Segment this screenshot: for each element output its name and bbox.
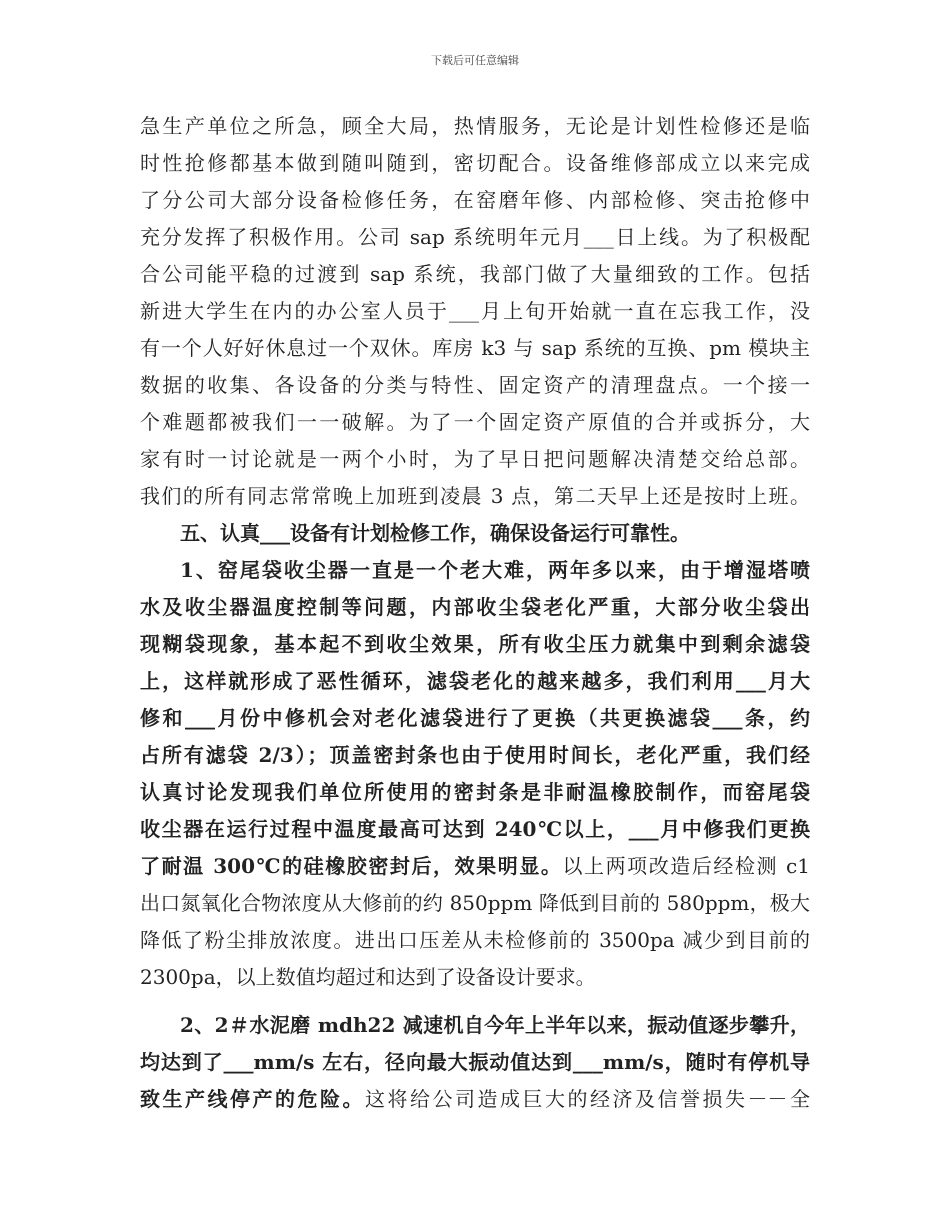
text-line: 家有时一讨论就是一两个小时，为了早日把问题解决清楚交给总部。 bbox=[140, 447, 810, 471]
paragraph-1 bbox=[140, 108, 810, 515]
text-span-bold: 了耐温 300℃的硅橡胶密封后，效果明显。 bbox=[140, 854, 563, 878]
text-line: 占所有滤袋 2/3）；顶盖密封条也由于使用时间长，老化严重，我们经 bbox=[140, 743, 810, 767]
text-line: 出口氮氧化合物浓度从大修前的约 850ppm 降低到目前的 580ppm，极大 bbox=[140, 891, 810, 915]
text-line: 了分公司大部分设备检修任务，在窑磨年修、内部检修、突击抢修中 bbox=[140, 188, 810, 212]
text-line: 新进大学生在内的办公室人员于___月上旬开始就一直在忘我工作，没 bbox=[140, 299, 810, 323]
text-span-normal: 这将给公司造成巨大的经济及信誉损失－－全 bbox=[365, 1087, 810, 1111]
text-line: 充分发挥了积极作用。公司 sap 系统明年元月___日上线。为了积极配 bbox=[140, 225, 810, 249]
text-line: 急生产单位之所急，顾全大局，热情服务，无论是计划性检修还是临 bbox=[140, 114, 810, 138]
paragraph-3 bbox=[140, 1007, 810, 1118]
text-line: 2、2＃水泥磨 mdh22 减速机自今年上半年以来，振动值逐步攀升， bbox=[180, 1013, 810, 1037]
text-line: 上，这样就形成了恶性循环，滤袋老化的越来越多，我们利用___月大 bbox=[140, 669, 810, 693]
text-line: 有一个人好好休息过一个双休。库房 k3 与 sap 系统的互换、pm 模块主 bbox=[140, 336, 810, 360]
paragraph-spacer bbox=[140, 996, 810, 1007]
text-line: 个难题都被我们一一破解。为了一个固定资产原值的合并或拆分，大 bbox=[140, 410, 810, 434]
text-line: 1、窑尾袋收尘器一直是一个老大难，两年多以来，由于增湿塔喷 bbox=[180, 558, 810, 582]
text-line-mixed bbox=[140, 1081, 810, 1118]
document-body bbox=[140, 108, 810, 1118]
section-title: 五、认真___设备有计划检修工作，确保设备运行可靠性。 bbox=[180, 521, 690, 545]
text-span-bold: 致生产线停产的危险。 bbox=[140, 1087, 365, 1111]
text-line-mixed bbox=[140, 848, 810, 885]
text-line: 收尘器在运行过程中温度最高可达到 240℃以上，___月中修我们更换 bbox=[140, 817, 810, 841]
text-line: 时性抢修都基本做到随叫随到，密切配合。设备维修部成立以来完成 bbox=[140, 151, 810, 175]
text-line: 2300pa，以上数值均超过和达到了设备设计要求。 bbox=[140, 965, 596, 989]
text-line: 修和___月份中修机会对老化滤袋进行了更换（共更换滤袋___条，约 bbox=[140, 706, 810, 730]
text-span-normal: 以上两项改造后经检测 c1 bbox=[562, 854, 810, 878]
text-line: 认真讨论发现我们单位所使用的密封条是非耐温橡胶制作，而窑尾袋 bbox=[140, 780, 810, 804]
text-line: 合公司能平稳的过渡到 sap 系统，我部门做了大量细致的工作。包括 bbox=[140, 262, 810, 286]
paragraph-2 bbox=[140, 552, 810, 996]
text-line: 均达到了___mm/s 左右，径向最大振动值达到___mm/s，随时有停机导 bbox=[140, 1050, 810, 1074]
text-line: 现糊袋现象，基本起不到收尘效果，所有收尘压力就集中到剩余滤袋 bbox=[140, 632, 810, 656]
text-line: 我们的所有同志常常晚上加班到凌晨 3 点，第二天早上还是按时上班。 bbox=[140, 484, 810, 508]
text-line: 水及收尘器温度控制等问题，内部收尘袋老化严重，大部分收尘袋出 bbox=[140, 595, 810, 619]
text-line: 数据的收集、各设备的分类与特性、固定资产的清理盘点。一个接一 bbox=[140, 373, 810, 397]
text-line: 降低了粉尘排放浓度。进出口压差从未检修前的 3500pa 减少到目前的 bbox=[140, 928, 810, 952]
page-header: 下载后可任意编辑 bbox=[431, 54, 519, 67]
